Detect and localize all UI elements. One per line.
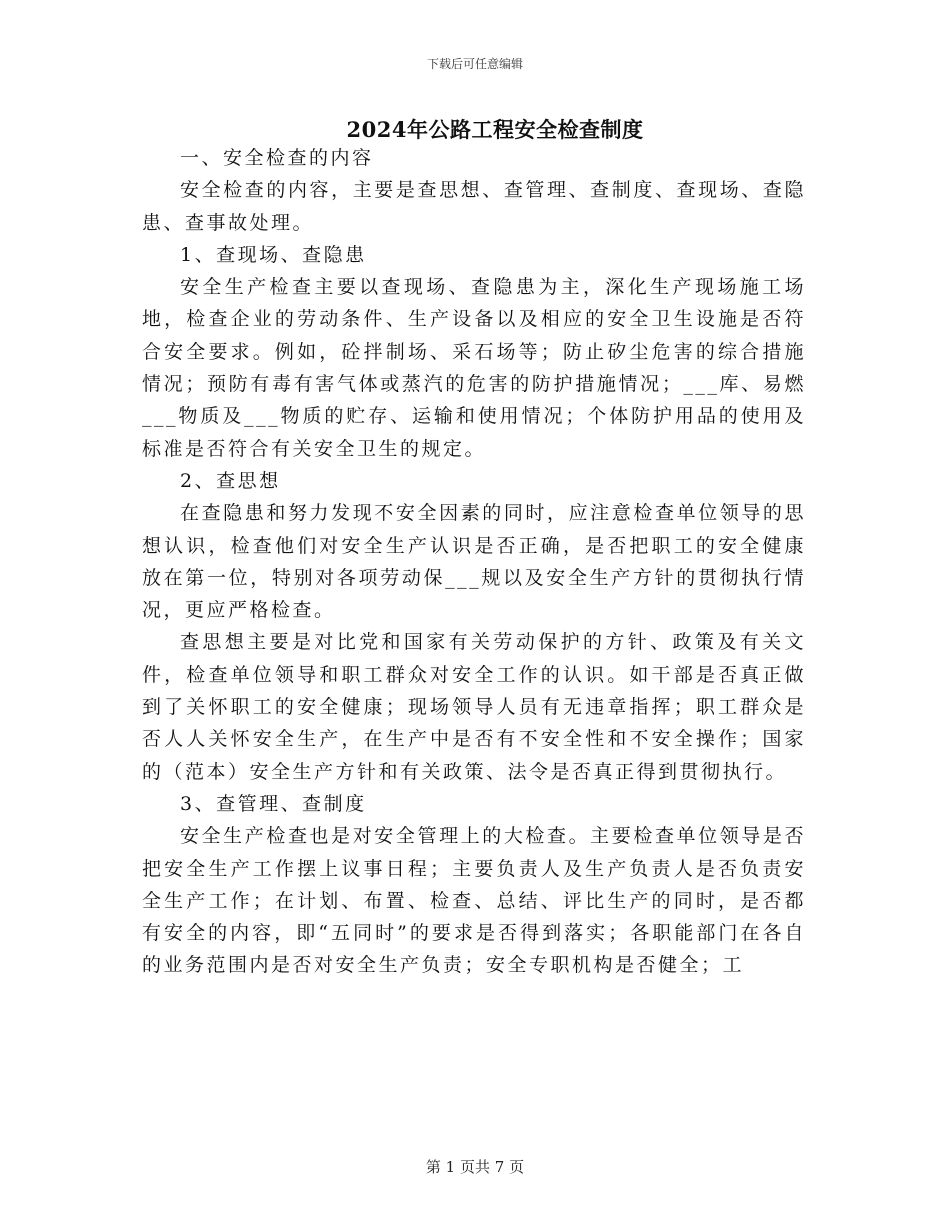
body-paragraph: 安全生产检查也是对安全管理上的大检查。主要检查单位领导是否把安全生产工作摆上议事日程；主要负责人及生产负责人是否负责安全生产工作；在计划、布置、检查、总结、评比生产的同时，是否都有安全的内容，即“五同时”的要求是否得到落实；各职能部门在各自的业务范围内是否对安全生产负责；安全专职机构是否健全；工 xyxy=(142,825,806,977)
document-body xyxy=(142,142,806,982)
body-paragraph: 在查隐患和努力发现不安全因素的同时，应注意检查单位领导的思想认识，检查他们对安全生产认识是否正确，是否把职工的安全健康放在第一位，特别对各项劳动保___规以及安全生产方针的贯彻执行情况，更应严格检查。 xyxy=(142,502,806,622)
header-note: 下载后可任意编辑 xyxy=(426,57,523,71)
subsection-heading: 1、查现场、查隐患 xyxy=(180,243,367,266)
body-paragraph: 查思想主要是对比党和国家有关劳动保护的方针、政策及有关文件，检查单位领导和职工群众对安全工作的认识。如干部是否真正做到了关怀职工的安全健康；现场领导人员有无违章指挥；职工群众是否人人关怀安全生产，在生产中是否有不安全性和不安全操作；国家的（范本）安全生产方针和有关政策、法令是否真正得到贯彻执行。 xyxy=(142,631,806,783)
body-paragraph: 安全检查的内容，主要是查思想、查管理、查制度、查现场、查隐患、查事故处理。 xyxy=(142,179,806,234)
section-heading: 一、安全检查的内容 xyxy=(180,147,374,169)
body-paragraph: 安全生产检查主要以查现场、查隐患为主，深化生产现场施工场地，检查企业的劳动条件、生产设备以及相应的安全卫生设施是否符合安全要求。例如，砼拌制场、采石场等；防止矽尘危害的综合措施情况；预防有毒有害气体或蒸汽的危害的防护措施情况；___库、易燃___物质及___物质的贮存、运输和使用情况；个体防护用品的使用及标准是否符合有关安全卫生的规定。 xyxy=(142,276,806,460)
subsection-heading: 3、查管理、查制度 xyxy=(180,792,367,815)
document-title: 2024年公路工程安全检查制度 xyxy=(346,117,644,142)
subsection-heading: 2、查思想 xyxy=(180,469,281,492)
page-footer: 第 1 页共 7 页 xyxy=(425,1158,525,1176)
